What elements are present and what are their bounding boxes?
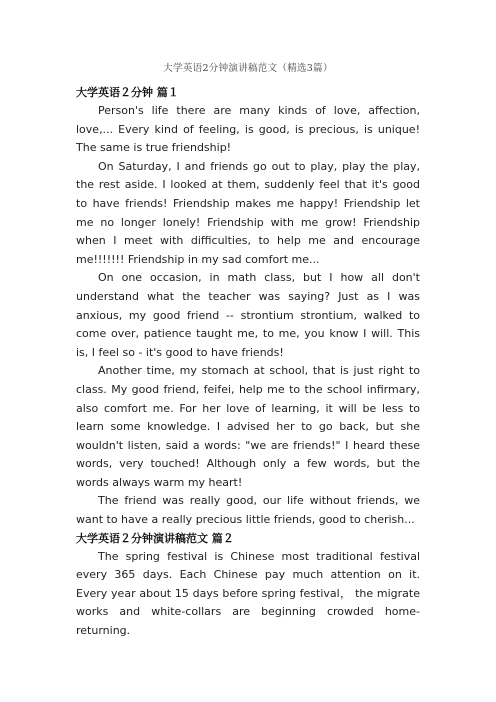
section-heading: 大学英语２分钟演讲稿范文 篇２ — [76, 531, 234, 545]
document-title: 大学英语2分钟演讲稿范文（精选3篇） — [163, 63, 333, 74]
document-body — [76, 84, 420, 641]
section-heading: 大学英语２分钟 篇１ — [76, 86, 179, 99]
paragraph: On one occasion, in math class, but I how all don't understand what the teacher was saying? Just as I was anxious, my good friend -- strontium strontium, walked to come over, patience taught me, to me, you know I will. This is, I feel so - it's good to have friends! — [76, 271, 420, 359]
section-1 — [76, 84, 420, 530]
section-2 — [76, 530, 420, 641]
paragraph: The spring festival is Chinese most traditional festival every 365 days. Each Chinese pay much attention on it. Every year about 15 days before spring festival， the migrate works and white-collars are beginning crowded home-returning. — [76, 549, 420, 638]
paragraph: Another time, my stomach at school, that is just right to class. My good friend, feifei, help me to the school infirmary, also comfort me. For her love of learning, it will be less to learn some knowledge. I advised her to go back, but she wouldn't listen, said a words: "we are friends!" I heard these words, very touched! Although only a few words, but the words always warm my heart! — [76, 364, 420, 489]
paragraph: The friend was really good, our life without friends, we want to have a really precious little friends, good to cherish... — [76, 494, 420, 527]
paragraph: On Saturday, I and friends go out to play, play the play, the rest aside. I looked at them, suddenly feel that it's good to have friends! Friendship makes me happy! Friendship let me no longer lonely! Friendship with me grow! Friendship when I meet with difficulties, to help me and encourage me!!!!!!! Friendship in my sad comfort me... — [76, 159, 420, 266]
paragraph: Person's life there are many kinds of love, affection, love,... Every kind of feeling, is good, is precious, is unique! The same is true friendship! — [76, 104, 420, 155]
